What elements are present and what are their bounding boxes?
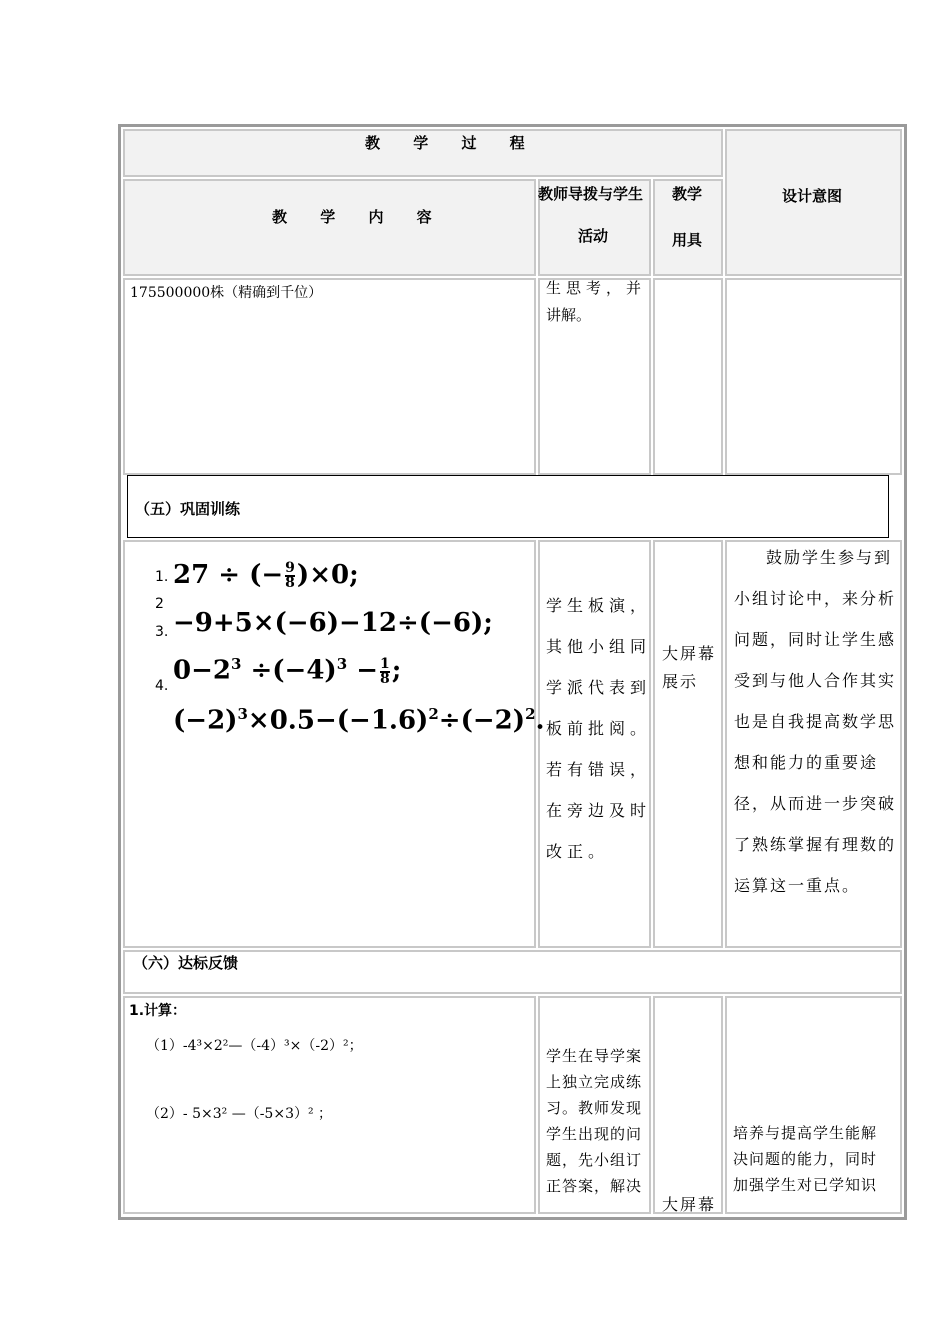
exercise-number-1: 1. — [155, 569, 169, 585]
section6-header — [123, 950, 902, 994]
e3-fraction — [380, 655, 390, 687]
exercise-2: −9+5×(−6)−12÷(−6); — [173, 608, 493, 638]
row2-design-line: 也是自我提高数学思 — [734, 712, 897, 731]
row2-design-line: 问题，同时让学生感 — [734, 630, 897, 649]
row3-question-1: （1）-4³×2²—（-4）³×（-2）²； — [146, 1038, 363, 1054]
row1-design-cell — [725, 278, 902, 475]
exercise-4 — [173, 705, 545, 736]
row2-teacher-text — [546, 585, 651, 872]
row2-teacher-line: 其他小组同 — [546, 637, 652, 656]
section5-header — [127, 475, 889, 538]
row3-design-text — [733, 1120, 877, 1198]
exercise-number-4: 4. — [155, 678, 169, 694]
row2-tools-line: 展示 — [662, 672, 699, 691]
row2-content-cell — [123, 540, 536, 948]
e3-prefix: 0−2 — [173, 655, 231, 686]
row3-design-line: 加强学生对已学知识 — [733, 1176, 878, 1194]
e4-exponent-2: 2 — [428, 705, 439, 723]
e4-middle-2: ÷(−2) — [438, 705, 526, 736]
row1-teacher-line2: 讲解。 — [546, 306, 592, 324]
row2-design-line: 运算这一重点。 — [734, 876, 861, 895]
row3-question-2: （2）- 5×3² —（-5×3）² ； — [146, 1106, 333, 1122]
row2-design-text — [734, 537, 896, 906]
row2-design-line: 鼓励学生参与到 — [766, 548, 893, 567]
row1-content-cell — [123, 278, 536, 475]
teacher-column-title-1: 教师导拨与学生 — [538, 185, 644, 203]
exercise-1 — [173, 560, 359, 590]
e1-prefix: 27 ÷ (− — [173, 560, 284, 590]
section6-title: （六）达标反馈 — [133, 954, 239, 972]
e1-numerator: 9 — [285, 560, 295, 576]
e4-end: . — [535, 705, 545, 736]
row2-design-line: 受到与他人合作其实 — [734, 671, 897, 690]
e3-exponent-2: 3 — [336, 655, 348, 673]
row2-teacher-line: 板前批阅。 — [546, 719, 652, 738]
e1-fraction — [285, 562, 295, 590]
row3-tools-text: 大屏幕 — [662, 1195, 717, 1214]
row2-teacher-line: 若有错误， — [546, 760, 652, 779]
row3-teacher-text — [546, 1043, 642, 1199]
row2-teacher-line: 改正。 — [546, 842, 610, 861]
design-column-title: 设计意图 — [782, 187, 843, 205]
tools-column-title-1: 教学 — [672, 185, 703, 203]
e4-exponent-1: 3 — [237, 705, 248, 723]
row1-tools-cell — [653, 278, 723, 475]
exercise-number-3: 3. — [155, 624, 169, 640]
row2-teacher-line: 学派代表到 — [546, 678, 652, 697]
e1-suffix: )×0; — [296, 560, 359, 590]
e3-denominator: 8 — [380, 670, 390, 687]
exercise-number-2: 2 — [155, 596, 164, 612]
row2-design-line: 想和能力的重要途 — [734, 753, 879, 772]
row3-teacher-line: 学生在导学案 — [546, 1047, 643, 1065]
row3-teacher-line: 学生出现的问 — [546, 1125, 643, 1143]
row2-design-line: 小组讨论中，来分析 — [734, 589, 897, 608]
section5-title: （五）巩固训练 — [135, 500, 241, 518]
row3-teacher-line: 题，先小组订 — [546, 1151, 643, 1169]
e3-middle: ÷(−4) — [241, 655, 337, 686]
e3-end: ; — [391, 655, 402, 686]
e4-prefix: (−2) — [173, 705, 238, 736]
row3-design-line: 决问题的能力，同时 — [733, 1150, 878, 1168]
row1-teacher-line1: 生思考，并 — [546, 279, 647, 297]
row3-tools-cell — [653, 996, 723, 1214]
e4-exponent-3: 2 — [525, 705, 536, 723]
row2-design-line: 径，从而进一步突破 — [734, 794, 897, 813]
row2-tools-line: 大屏幕 — [662, 644, 717, 663]
tools-column-title-2: 用具 — [672, 231, 703, 249]
row3-calc-title: 1.计算： — [129, 1003, 187, 1019]
process-title: 教 学 过 程 — [365, 134, 539, 152]
e3-exponent-1: 3 — [230, 655, 242, 673]
row3-design-line: 培养与提高学生能解 — [733, 1124, 878, 1142]
teacher-column-title-2: 活动 — [578, 227, 609, 245]
row2-teacher-line: 学生板演， — [546, 596, 652, 615]
row2-tools-cell — [653, 540, 723, 948]
row3-teacher-line: 正答案，解决 — [546, 1177, 643, 1195]
row3-teacher-line: 上独立完成练 — [546, 1073, 643, 1091]
content-column-title: 教 学 内 容 — [272, 208, 446, 226]
row2-design-line: 了熟练掌握有理数的 — [734, 835, 897, 854]
exercise-3 — [173, 655, 401, 686]
e3-numerator: 1 — [380, 655, 390, 672]
content-header-cell — [123, 179, 536, 276]
row3-teacher-line: 习。教师发现 — [546, 1099, 643, 1117]
row2-tools-text — [662, 640, 716, 696]
row1-content-text: 175500000株（精确到千位） — [130, 285, 323, 301]
e3-minus: − — [347, 655, 379, 686]
e4-middle: ×0.5−(−1.6) — [247, 705, 429, 736]
row2-teacher-line: 在旁边及时 — [546, 801, 652, 820]
e1-denominator: 8 — [285, 575, 295, 591]
